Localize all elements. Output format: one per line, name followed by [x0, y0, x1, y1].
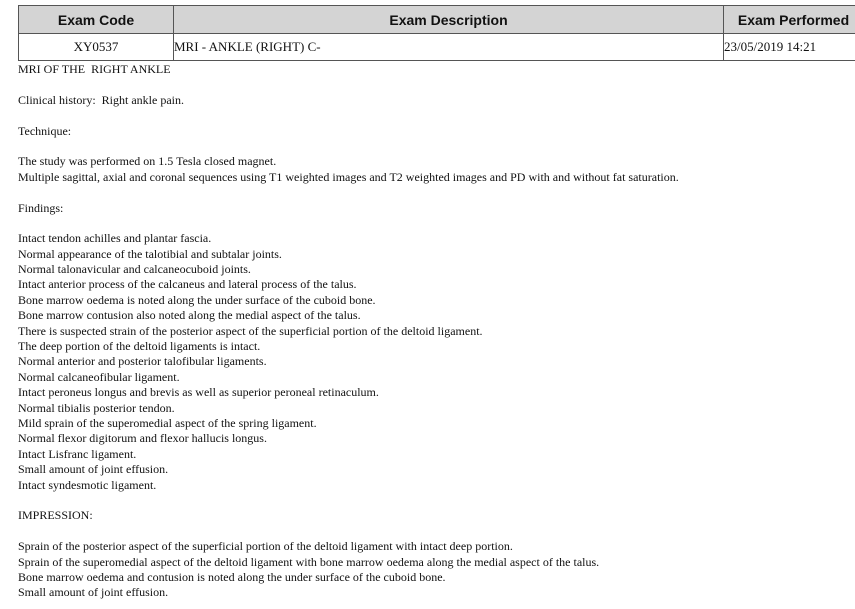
- spacer: [18, 77, 848, 92]
- impression-line: Small amount of joint effusion.: [18, 585, 169, 600]
- spacer: [18, 185, 848, 200]
- technique-line: The study was performed on 1.5 Tesla closed magnet.: [18, 154, 277, 169]
- finding-line: Mild sprain of the superomedial aspect of the spring ligament.: [18, 415, 317, 430]
- report-title: MRI OF THE RIGHT ANKLE: [18, 62, 171, 76]
- spacer: [18, 216, 848, 231]
- exam-table-header-row: [19, 6, 855, 34]
- finding-line: Normal appearance of the talotibial and subtalar joints.: [18, 246, 282, 261]
- spacer: [18, 493, 848, 508]
- header-exam-code: Exam Code: [19, 6, 174, 34]
- impression-line: Sprain of the posterior aspect of the superficial portion of the deltoid ligament with intact deep portion.: [18, 539, 513, 554]
- finding-line: Small amount of joint effusion.: [18, 462, 169, 477]
- finding-line: Intact peroneus longus and brevis as well as superior peroneal retinaculum.: [18, 385, 379, 400]
- spacer: [18, 139, 848, 154]
- exam-performed-cell: 23/05/2019 14:21: [724, 34, 855, 61]
- header-exam-description: Exam Description: [174, 6, 724, 34]
- impression-heading: IMPRESSION:: [18, 508, 93, 523]
- finding-line: Intact anterior process of the calcaneus and lateral process of the talus.: [18, 277, 357, 292]
- impression-line: Sprain of the superomedial aspect of the deltoid ligament with bone marrow oedema along the medial aspect of the talus.: [18, 554, 600, 569]
- spacer: [18, 524, 848, 539]
- technique-line: Multiple sagittal, axial and coronal sequences using T1 weighted images and T2 weighted images and PD with and without fat saturation.: [18, 169, 679, 184]
- finding-line: Bone marrow contusion also noted along the medial aspect of the talus.: [18, 308, 361, 323]
- report-body: [18, 62, 848, 601]
- table-row: [19, 34, 855, 61]
- finding-line: Normal anterior and posterior talofibular ligaments.: [18, 354, 267, 369]
- impression-section: [18, 539, 848, 601]
- technique-section: [18, 154, 848, 185]
- findings-section: [18, 231, 848, 493]
- exam-table: [18, 5, 855, 61]
- impression-line: Bone marrow oedema and contusion is noted along the under surface of the cuboid bone.: [18, 569, 446, 584]
- finding-line: Intact Lisfranc ligament.: [18, 446, 137, 461]
- technique-heading: Technique:: [18, 123, 72, 138]
- finding-line: Normal tibialis posterior tendon.: [18, 400, 175, 415]
- finding-line: Intact syndesmotic ligament.: [18, 477, 157, 492]
- finding-line: Intact tendon achilles and plantar fascia.: [18, 231, 212, 246]
- findings-heading: Findings:: [18, 200, 64, 215]
- exam-code-cell: XY0537: [19, 34, 174, 61]
- finding-line: Normal flexor digitorum and flexor hallucis longus.: [18, 431, 267, 446]
- finding-line: Normal talonavicular and calcaneocuboid joints.: [18, 262, 251, 277]
- finding-line: There is suspected strain of the posterior aspect of the superficial portion of the deltoid ligament.: [18, 323, 483, 338]
- spacer: [18, 108, 848, 123]
- finding-line: Bone marrow oedema is noted along the under surface of the cuboid bone.: [18, 292, 376, 307]
- exam-description-cell: MRI - ANKLE (RIGHT) C-: [174, 34, 724, 61]
- finding-line: The deep portion of the deltoid ligaments is intact.: [18, 339, 261, 354]
- finding-line: Normal calcaneofibular ligament.: [18, 369, 180, 384]
- clinical-history: Clinical history: Right ankle pain.: [18, 92, 184, 107]
- header-exam-performed: Exam Performed: [724, 6, 855, 34]
